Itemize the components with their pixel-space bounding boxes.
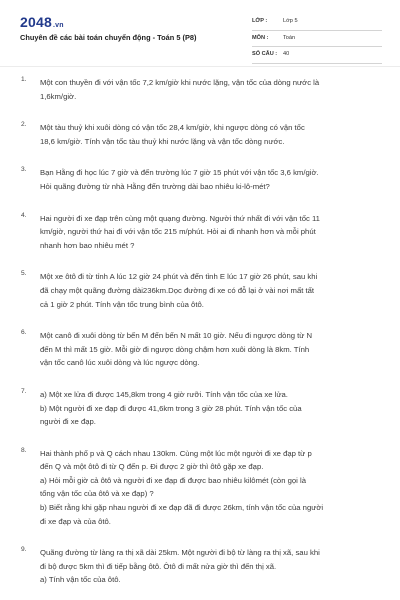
question-number: 7. [21,387,27,395]
question-item [0,212,400,253]
meta-label-subject: MÔN : [252,34,269,41]
meta-value-question-count: 40 [283,51,290,57]
question-item [0,270,400,311]
question-text-line: 18,6 km/giờ. Tính vận tốc tàu thuỷ khi nước lặng và vận tốc dòng nước. [40,136,285,146]
meta-label-question-count: SỐ CÂU : [252,51,278,57]
question-number: 8. [21,446,27,454]
question-item [0,166,400,193]
document-title: Chuyên đề các bài toán chuyển động - Toán 5 (P8) [20,33,197,42]
question-text-line: Một tàu thuỷ khi xuôi dòng có vận tốc 28,4 km/giờ, khi ngược dòng có vận tốc [40,123,305,133]
question-text-line: đi xe đạp và của ôtô. [40,516,111,526]
question-number: 4. [21,211,27,219]
question-text-line: Hỏi quãng đường từ nhà Hằng đến trường dài bao nhiêu ki-lô-mét? [40,181,270,191]
question-text-line: Một xe ôtô đi từ tỉnh A lúc 12 giờ 24 phút và đến tỉnh E lúc 17 giờ 26 phút, sau khi [40,272,318,282]
question-text-line: Hai người đi xe đạp trên cùng một quạng đường. Người thứ nhất đi với vận tốc 11 [40,213,320,223]
site-logo[interactable] [20,14,64,30]
meta-value-class: Lớp 5 [283,18,298,24]
question-text-line: đã chạy một quãng đường dài236km.Dọc đường đi xe có đỗ lại ở vài nơi mất tất [40,285,315,295]
question-text-line: 1,6km/giờ. [40,91,77,101]
question-text-line: Bạn Hằng đi học lúc 7 giờ và đến trường lúc 7 giờ 15 phút với vận tốc 3,6 km/giờ. [40,168,319,178]
question-text-line: đến M thì mất 15 giờ. Mỗi giờ đi ngược dòng chậm hơn xuôi dòng là 8km. Tính [40,344,310,354]
meta-row-class [252,14,382,31]
question-item [0,388,400,429]
question-text-line: đến Q và một ôtô đi từ Q đến p. Đi được 2 giờ thì ôtô gặp xe đạp. [40,462,264,472]
question-text-line: Hai thành phố p và Q cách nhau 130km. Cùng một lúc một người đi xe đạp từ p [40,448,312,458]
question-item [0,121,400,148]
question-text-line: a) Tính vận tốc của ôtô. [40,575,121,585]
question-text-line: nhanh hơn bao nhiêu mét ? [40,240,135,250]
question-text-line: Một canô đi xuôi dòng từ bến M đến bến N mất 10 giờ. Nếu đi ngược dòng từ N [40,331,313,341]
worksheet-header [0,0,400,66]
header-divider [0,66,400,67]
meta-row-question-count [252,47,382,64]
question-number: 9. [21,546,27,554]
question-text-line: Một con thuyền đi với vận tốc 7,2 km/giờ khi nước lặng, vận tốc của dòng nước là [40,78,320,87]
question-number: 5. [21,270,27,278]
question-item [0,76,400,103]
question-number: 3. [21,166,27,174]
question-item [0,329,400,370]
question-text-line: a) Hỏi mỗi giờ cả ôtô và người đi xe đạp đi được bao nhiêu kilômét (còn gọi là [40,475,306,485]
question-text-line: đi bộ được 5km thì đi tiếp bằng ôtô. Ôtô đi mất nửa giờ thì đến thị xã. [40,561,277,571]
meta-label-class: LỚP : [252,18,268,24]
question-text-line: vận tốc canô lúc xuôi dòng và lúc ngược dòng. [40,358,200,368]
question-text-line: tổng vận tốc của ôtô và xe đạp) ? [40,489,154,499]
meta-value-subject: Toán [283,34,296,41]
site-logo-tld: .vn [52,22,64,29]
question-text-line: a) Một xe lửa đi được 145,8km trong 4 giờ rưỡi. Tính vận tốc của xe lửa. [40,389,288,399]
question-number: 6. [21,329,27,337]
question-number: 1. [21,76,27,83]
meta-row-subject [252,31,382,48]
question-number: 2. [21,121,27,129]
question-list [0,76,400,600]
question-item [0,447,400,529]
question-text-line: người đi xe đạp. [40,417,96,427]
question-text-line: Quãng đường từ làng ra thị xã dài 25km. Một người đi bộ từ làng ra thị xã, sau khi [40,548,320,558]
question-text-line: km/giờ, người thứ hai đi với vận tốc 215 m/phút. Hỏi ai đi nhanh hơn và mỗi phút [40,227,316,237]
question-text-line: b) Một người đi xe đạp đi được 41,6km trong 3 giờ 28 phút. Tính vận tốc của [40,403,302,413]
question-text-line: b) Biết rằng khi gặp nhau người đi xe đạp đã đi được 26km, tính vận tốc của người [40,503,324,513]
question-item [0,546,400,587]
question-text-line: cả 1 giờ 2 phút. Tính vận tốc trung bình của ôtô. [40,299,204,309]
document-meta [252,14,382,64]
site-logo-text: 2048 [20,14,52,30]
